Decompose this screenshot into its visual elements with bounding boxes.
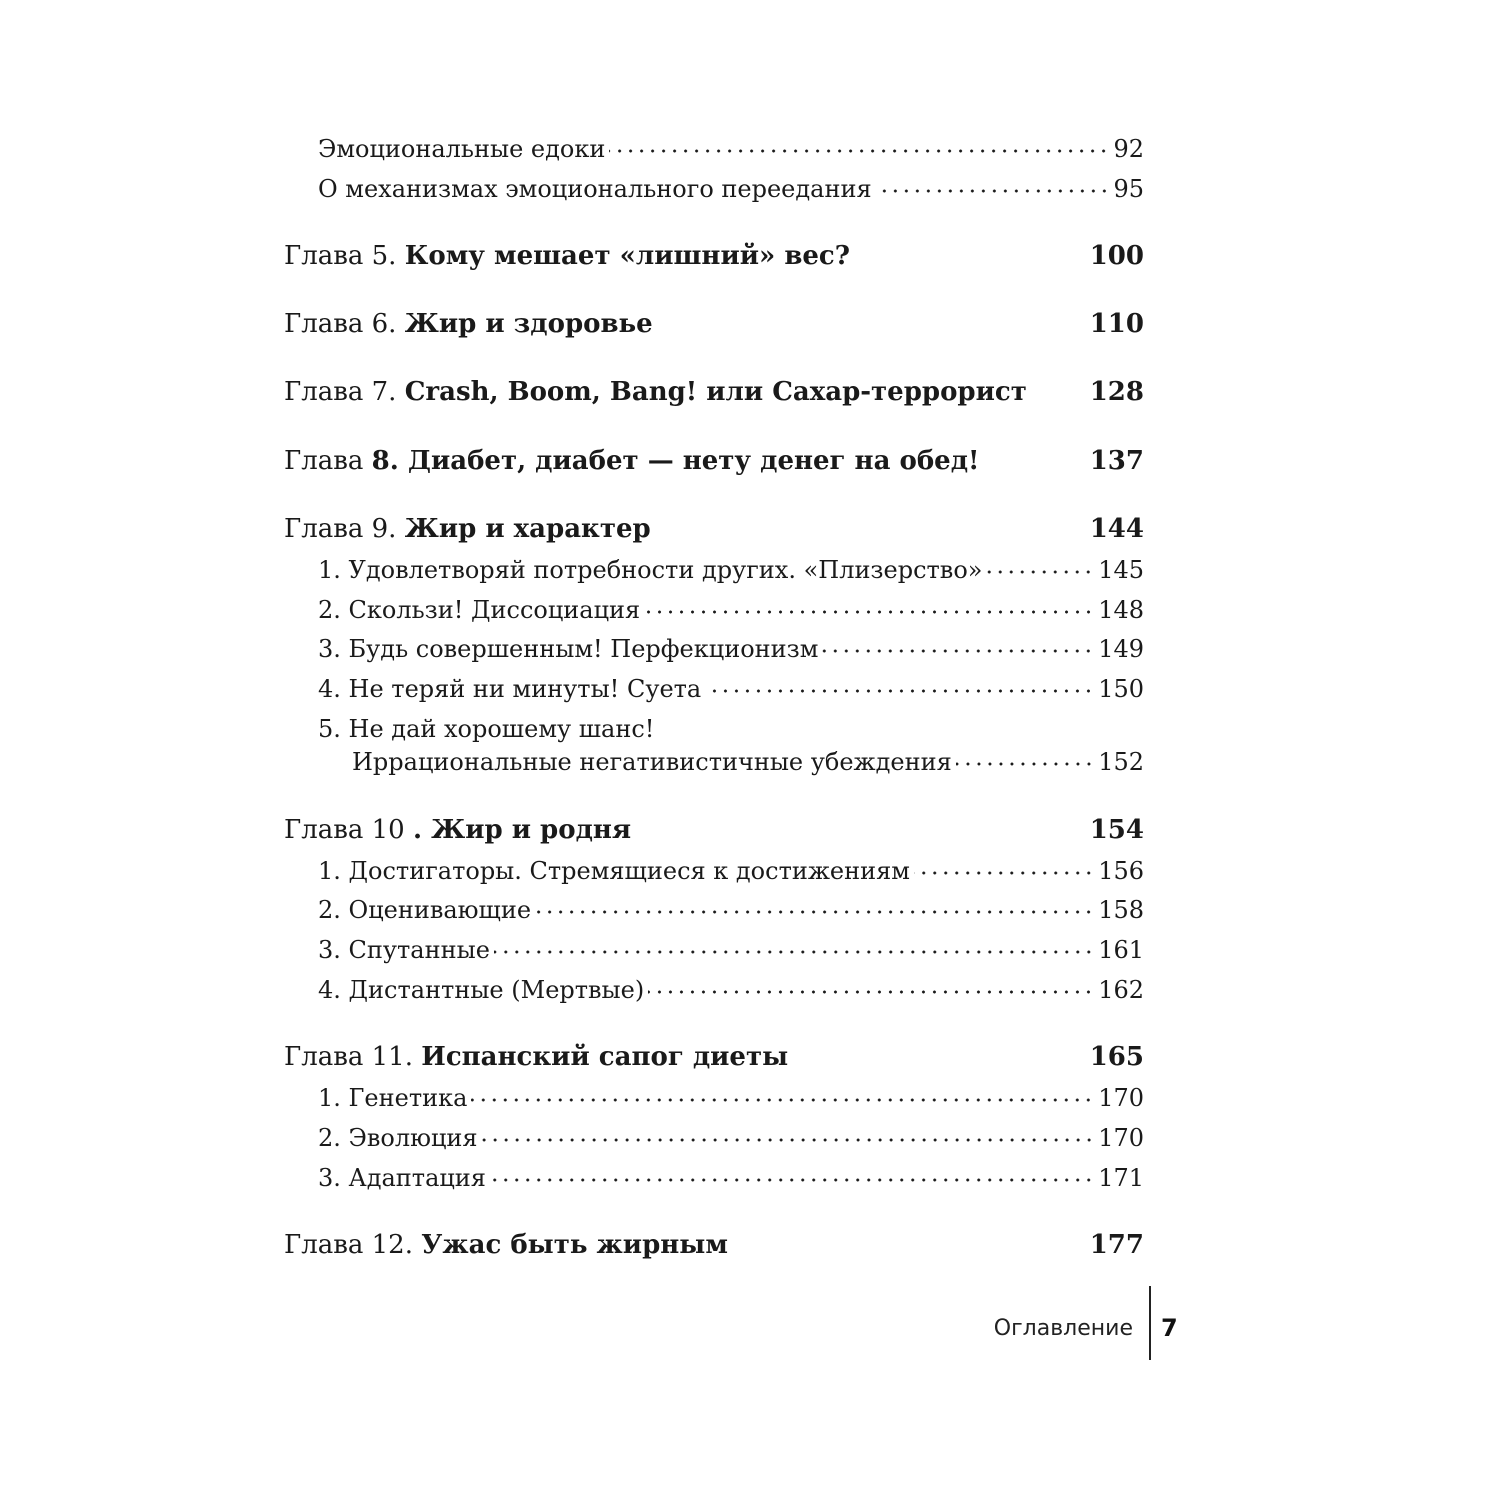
toc-chapter-8: [284, 446, 1144, 476]
toc-entry-9-5: [318, 714, 1144, 744]
chapter-prefix: Глава: [284, 446, 372, 476]
toc-entry-text: 1. Удовлетворяй потребности других. «Плизерство»: [318, 556, 983, 584]
toc-entry-text: 5. Не дай хорошему шанс!: [318, 715, 655, 743]
chapter-page: 154: [1089, 815, 1144, 845]
chapter-page: 110: [1089, 309, 1144, 339]
chapter-title: Жир и здоровье: [404, 309, 653, 339]
toc-entry-text: 4. Дистантные (Мертвые): [318, 976, 645, 1004]
dot-leader: [876, 189, 1110, 193]
dot-leader: [956, 762, 1094, 766]
chapter-heading: [284, 514, 651, 544]
dot-leader: [471, 1098, 1094, 1102]
toc-entry-page: 145: [1098, 556, 1144, 584]
toc-entry-page: 148: [1098, 596, 1144, 624]
toc-entry-10-1: [318, 856, 1144, 886]
dot-leader: [705, 689, 1094, 693]
toc-chapter-12: [284, 1230, 1144, 1260]
toc-chapter-10: [284, 815, 1144, 845]
toc-entry-text: 4. Не теряй ни минуты! Суета: [318, 675, 702, 703]
toc-chapter-9: [284, 514, 1144, 544]
toc-entry-text: 3. Адаптация: [318, 1164, 486, 1192]
chapter-heading: [284, 241, 850, 271]
dot-leader: [648, 990, 1094, 994]
toc-entry-text: 2. Оценивающие: [318, 896, 532, 924]
page-number: 7: [1161, 1314, 1178, 1342]
toc-entry-text: 1. Достигаторы. Стремящиеся к достижениям: [318, 857, 910, 885]
toc-entry-page: 152: [1098, 748, 1144, 776]
chapter-prefix: Глава 7.: [284, 377, 405, 407]
toc-entry-11-1: [318, 1083, 1144, 1113]
dot-leader: [822, 649, 1094, 653]
toc-entry-11-2: [318, 1123, 1144, 1153]
chapter-prefix: Глава 6.: [284, 309, 405, 339]
toc-entry-10-3: [318, 935, 1144, 965]
chapter-title: Испанский сапог диеты: [421, 1042, 789, 1072]
chapter-prefix: Глава 12.: [284, 1230, 422, 1260]
chapter-title: Жир и характер: [404, 514, 651, 544]
dot-leader: [986, 570, 1094, 574]
toc-entry-page: 171: [1098, 1164, 1144, 1192]
toc-entry-9-2: [318, 595, 1144, 625]
toc-entry-text: 3. Спутанные: [318, 936, 490, 964]
chapter-page: 165: [1089, 1042, 1144, 1072]
chapter-heading: [284, 446, 979, 476]
running-footer-section: Оглавление: [993, 1316, 1133, 1341]
chapter-heading: [284, 1230, 728, 1260]
toc-entry-page: 170: [1098, 1084, 1144, 1112]
toc-entry-text: 1. Генетика: [318, 1084, 468, 1112]
toc-entry-page: 162: [1098, 976, 1144, 1004]
toc-entry-10-2: [318, 895, 1144, 925]
toc-entry-text: Эмоциональные едоки: [318, 135, 606, 163]
chapter-prefix: Глава 10: [284, 815, 413, 845]
dot-leader: [490, 1178, 1094, 1182]
chapter-title: . Жир и родня: [412, 815, 632, 845]
toc-entry-9-1: [318, 555, 1144, 585]
toc-entry-text: 2. Эволюция: [318, 1124, 478, 1152]
toc-entry-emotional-overeating: [318, 174, 1144, 204]
toc-entry-9-4: [318, 674, 1144, 704]
chapter-prefix: Глава 11.: [284, 1042, 422, 1072]
chapter-title: Ужас быть жирным: [421, 1230, 728, 1260]
toc-entry-page: 149: [1098, 635, 1144, 663]
toc-entry-page: 95: [1113, 175, 1144, 203]
toc-entry-emotional-eaters: [318, 134, 1144, 164]
chapter-heading: [284, 1042, 788, 1072]
chapter-page: 128: [1089, 377, 1144, 407]
toc-entry-text: 2. Скользи! Диссоциация: [318, 596, 641, 624]
dot-leader: [482, 1138, 1095, 1142]
chapter-page: 144: [1089, 514, 1144, 544]
toc-entry-text-continued: Иррациональные негативистичные убеждения: [352, 748, 952, 776]
chapter-title: Кому мешает «лишний» вес?: [404, 241, 850, 271]
dot-leader: [609, 149, 1109, 153]
toc-entry-10-4: [318, 975, 1144, 1005]
toc-chapter-6: [284, 309, 1144, 339]
chapter-heading: [284, 309, 653, 339]
chapter-prefix: Глава 9.: [284, 514, 405, 544]
chapter-heading: [284, 815, 631, 845]
toc-entry-page: 170: [1098, 1124, 1144, 1152]
toc-entry-9-5-continued: [352, 747, 1144, 777]
toc-chapter-11: [284, 1042, 1144, 1072]
toc-chapter-5: [284, 241, 1144, 271]
toc-entry-11-3: [318, 1163, 1144, 1193]
toc-entry-page: 158: [1098, 896, 1144, 924]
toc-entry-page: 161: [1098, 936, 1144, 964]
dot-leader: [644, 610, 1094, 614]
chapter-page: 177: [1089, 1230, 1144, 1260]
toc-entry-page: 156: [1098, 857, 1144, 885]
dot-leader: [535, 910, 1094, 914]
toc-chapter-7: [284, 377, 1144, 407]
dot-leader: [914, 871, 1094, 875]
toc-entry-text: 3. Будь совершенным! Перфекционизм: [318, 635, 819, 663]
footer-divider: [1149, 1286, 1151, 1360]
chapter-page: 137: [1089, 446, 1144, 476]
chapter-heading: [284, 377, 1027, 407]
dot-leader: [494, 950, 1094, 954]
chapter-page: 100: [1089, 241, 1144, 271]
toc-entry-page: 150: [1098, 675, 1144, 703]
toc-entry-9-3: [318, 634, 1144, 664]
chapter-title: Crash, Boom, Bang! или Сахар-террорист: [404, 377, 1027, 407]
chapter-prefix: Глава 5.: [284, 241, 405, 271]
toc-entry-text: О механизмах эмоционального переедания: [318, 175, 872, 203]
chapter-title: 8. Диабет, диабет — нету денег на обед!: [371, 446, 980, 476]
toc-entry-page: 92: [1113, 135, 1144, 163]
